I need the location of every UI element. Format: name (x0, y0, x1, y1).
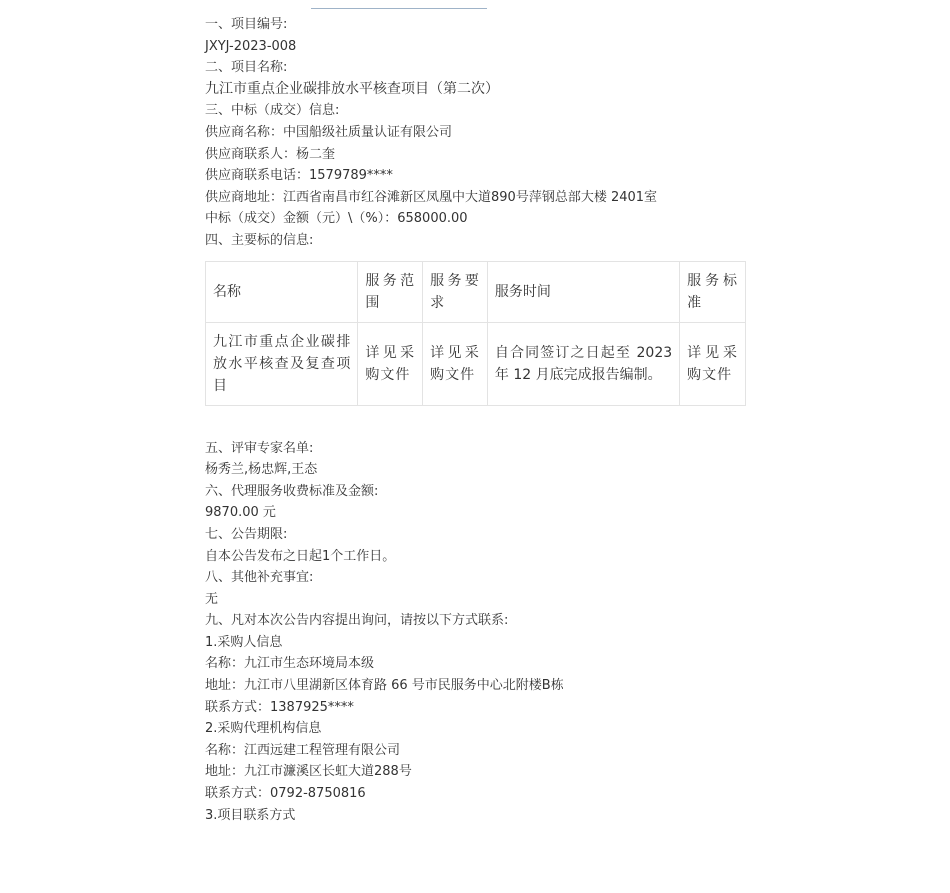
announcement-document (205, 14, 750, 826)
agency-fee: 9870.00 元 (205, 505, 276, 521)
expert-list: 杨秀兰,杨忠辉,王态 (205, 462, 318, 478)
section-3-label: 三、中标（成交）信息: (205, 103, 340, 119)
cell-scope: 详见采购文件 (358, 322, 423, 405)
notice-period: 自本公告发布之日起1个工作日。 (205, 548, 396, 564)
section-4-label: 四、主要标的信息: (205, 232, 314, 248)
supplier-phone: 供应商联系电话：1579789**** (205, 168, 393, 184)
cell-name: 九江市重点企业碳排放水平核查及复查项目 (206, 322, 358, 405)
section-7-label: 七、公告期限: (205, 526, 288, 542)
subject-table (205, 261, 746, 406)
project-name: 九江市重点企业碳排放水平核查项目（第二次） (205, 80, 499, 97)
buyer-contact: 联系方式：1387925**** (205, 699, 354, 715)
header-standard: 服务标准 (680, 261, 746, 322)
top-divider (311, 8, 487, 9)
section-9-label: 九、凡对本次公告内容提出询问，请按以下方式联系: (205, 613, 509, 629)
agency-info-title: 2.采购代理机构信息 (205, 721, 322, 737)
header-name: 名称 (206, 261, 358, 322)
supplementary-matters: 无 (205, 591, 219, 607)
buyer-name: 名称：九江市生态环境局本级 (205, 656, 375, 672)
supplier-name: 供应商名称：中国船级社质量认证有限公司 (205, 124, 453, 140)
table-header-row (206, 261, 746, 322)
section-8-label: 八、其他补充事宜: (205, 570, 314, 586)
section-1-label: 一、项目编号: (205, 17, 288, 32)
agency-name: 名称：江西远建工程管理有限公司 (205, 742, 401, 758)
buyer-info-title: 1.采购人信息 (205, 634, 283, 650)
project-contact-title: 3.项目联系方式 (205, 807, 296, 823)
section-5-label: 五、评审专家名单: (205, 440, 314, 456)
header-scope: 服务范围 (358, 261, 423, 322)
table-row (206, 322, 746, 405)
subject-table-wrapper (205, 261, 750, 406)
project-number: JXYJ-2023-008 (205, 38, 297, 54)
supplier-address: 供应商地址：江西省南昌市红谷滩新区凤凰中大道890号萍钢总部大楼 2401室 (205, 189, 658, 205)
buyer-address: 地址：九江市八里湖新区体育路 66 号市民服务中心北附楼B栋 (205, 678, 564, 694)
cell-requirements: 详见采购文件 (423, 322, 488, 405)
agency-address: 地址：九江市濂溪区长虹大道288号 (205, 764, 412, 780)
section-2-label: 二、项目名称: (205, 60, 288, 76)
header-requirements: 服务要求 (423, 261, 488, 322)
section-6-label: 六、代理服务收费标准及金额: (205, 483, 379, 499)
cell-time: 自合同签订之日起至 2023年 12 月底完成报告编制。 (487, 322, 679, 405)
cell-standard: 详见采购文件 (680, 322, 746, 405)
bid-amount: 中标（成交）金额（元）\（%）：658000.00 (205, 211, 468, 227)
header-time: 服务时间 (487, 261, 679, 322)
supplier-contact: 供应商联系人：杨二奎 (205, 146, 336, 162)
agency-contact: 联系方式：0792-8750816 (205, 786, 366, 802)
